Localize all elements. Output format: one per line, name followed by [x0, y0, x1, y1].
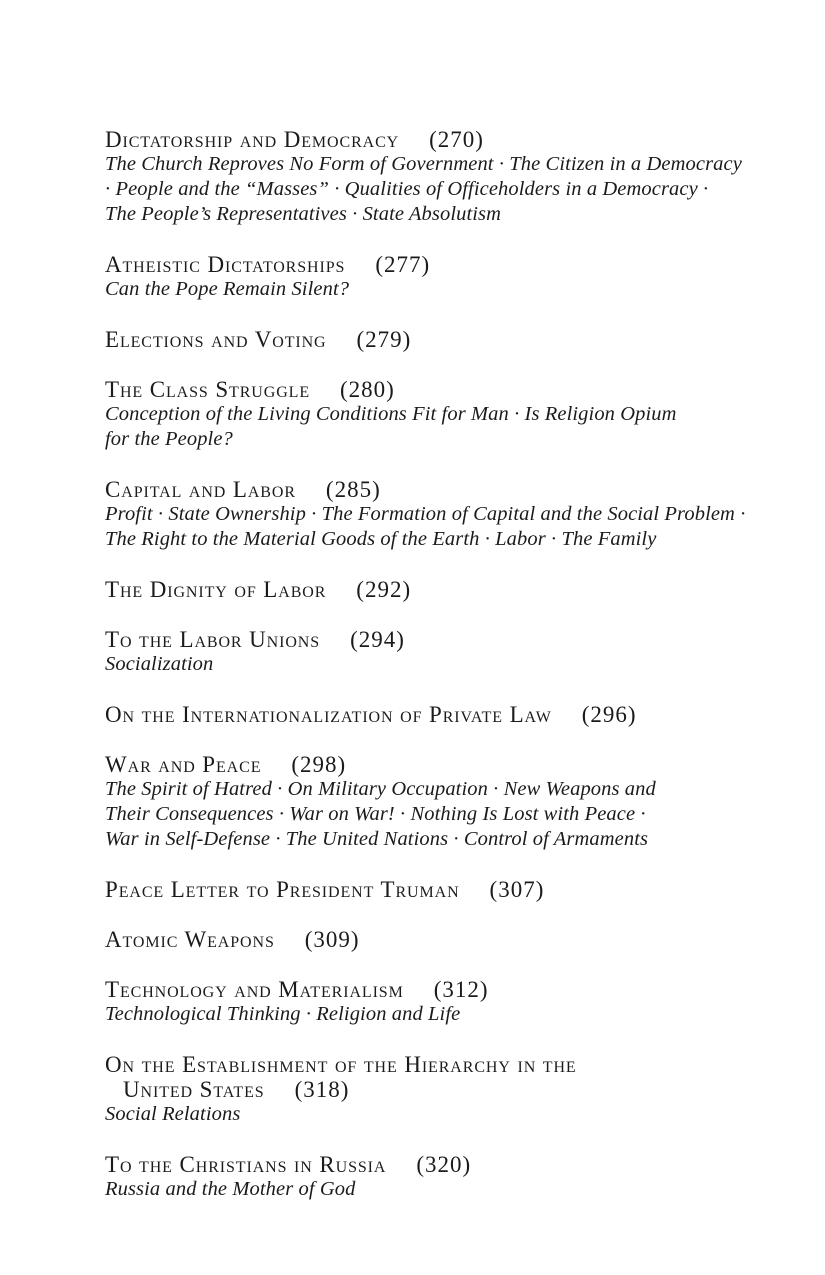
entry-title: Dictatorship and Democracy — [105, 127, 400, 152]
entry-subtopics-line: War in Self-Defense · The United Nations · Control of Armaments — [105, 828, 649, 850]
toc-entry — [105, 252, 765, 302]
entry-page-number: (307) — [489, 877, 545, 902]
toc-entry — [105, 927, 765, 952]
entry-title: On the Establishment of the Hierarchy in the — [105, 1052, 577, 1077]
entry-subtopics-line: Social Relations — [105, 1103, 241, 1125]
entry-subtopics-line: The Spirit of Hatred · On Military Occupation · New Weapons and — [105, 778, 656, 800]
toc-entry — [105, 702, 765, 727]
entry-heading-line — [105, 252, 765, 277]
toc-entry — [105, 327, 765, 352]
toc-entry — [105, 127, 765, 227]
entry-title: To the Labor Unions — [105, 627, 321, 652]
toc-entry — [105, 877, 765, 902]
entry-title: The Class Struggle — [105, 377, 310, 402]
entry-title: Peace Letter to President Truman — [105, 877, 460, 902]
entry-subtopics-line: Conception of the Living Conditions Fit for Man · Is Religion Opium — [105, 403, 677, 425]
entry-subtopics-line: Can the Pope Remain Silent? — [105, 278, 350, 300]
entry-title: The Dignity of Labor — [105, 577, 327, 602]
entry-subtopics-line: Their Consequences · War on War! · Nothing Is Lost with Peace · — [105, 803, 646, 825]
table-of-contents — [105, 127, 765, 1227]
entry-heading-line — [105, 977, 765, 1002]
toc-entry — [105, 577, 765, 602]
entry-heading-line — [105, 1152, 765, 1177]
entry-heading-line — [105, 1077, 765, 1102]
toc-entry — [105, 752, 765, 852]
entry-page-number: (309) — [304, 927, 360, 952]
entry-title: Capital and Labor — [105, 477, 296, 502]
entry-heading-line — [105, 577, 765, 602]
entry-heading-line — [105, 927, 765, 952]
entry-page-number: (296) — [581, 702, 637, 727]
entry-title: Elections and Voting — [105, 327, 327, 352]
entry-heading-line — [105, 702, 765, 727]
entry-title: Atheistic Dictatorships — [105, 252, 346, 277]
entry-title: War and Peace — [105, 752, 262, 777]
entry-page-number: (318) — [294, 1077, 350, 1102]
entry-heading-line — [105, 627, 765, 652]
toc-entry — [105, 1052, 765, 1127]
entry-heading-line — [105, 377, 765, 402]
toc-entry — [105, 377, 765, 452]
entry-page-number: (292) — [356, 577, 412, 602]
entry-title: United States — [123, 1077, 265, 1102]
toc-entry — [105, 627, 765, 677]
entry-heading-line — [105, 877, 765, 902]
toc-entry — [105, 477, 765, 552]
entry-subtopics-line: The Right to the Material Goods of the Earth · Labor · The Family — [105, 528, 657, 550]
entry-page-number: (277) — [375, 252, 431, 277]
entry-heading-line — [105, 1052, 765, 1077]
entry-page-number: (298) — [291, 752, 347, 777]
entry-heading-line — [105, 127, 765, 152]
entry-title: To the Christians in Russia — [105, 1152, 387, 1177]
entry-subtopics-line: Profit · State Ownership · The Formation of Capital and the Social Problem · — [105, 503, 746, 525]
entry-page-number: (279) — [356, 327, 412, 352]
entry-subtopics-line: · People and the “Masses” · Qualities of Officeholders in a Democracy · — [105, 178, 709, 200]
entry-title: Atomic Weapons — [105, 927, 275, 952]
entry-page-number: (280) — [340, 377, 395, 402]
entry-page-number: (285) — [325, 477, 381, 502]
entry-subtopics-line: Socialization — [105, 653, 214, 675]
entry-heading-line — [105, 477, 765, 502]
entry-subtopics-line: for the People? — [105, 428, 233, 450]
entry-subtopics-line: Technological Thinking · Religion and Life — [105, 1003, 461, 1025]
entry-title: Technology and Materialism — [105, 977, 404, 1002]
entry-page-number: (294) — [350, 627, 405, 652]
entry-page-number: (270) — [429, 127, 484, 152]
entry-subtopics-line: Russia and the Mother of God — [105, 1178, 356, 1200]
toc-entry — [105, 977, 765, 1027]
entry-heading-line — [105, 752, 765, 777]
entry-page-number: (320) — [416, 1152, 472, 1177]
entry-subtopics-line: The Church Reproves No Form of Government · The Citizen in a Democracy — [105, 153, 742, 175]
entry-heading-line — [105, 327, 765, 352]
entry-page-number: (312) — [433, 977, 489, 1002]
entry-title: On the Internationalization of Private Law — [105, 702, 552, 727]
toc-entry — [105, 1152, 765, 1202]
entry-subtopics-line: The People’s Representatives · State Absolutism — [105, 203, 502, 225]
